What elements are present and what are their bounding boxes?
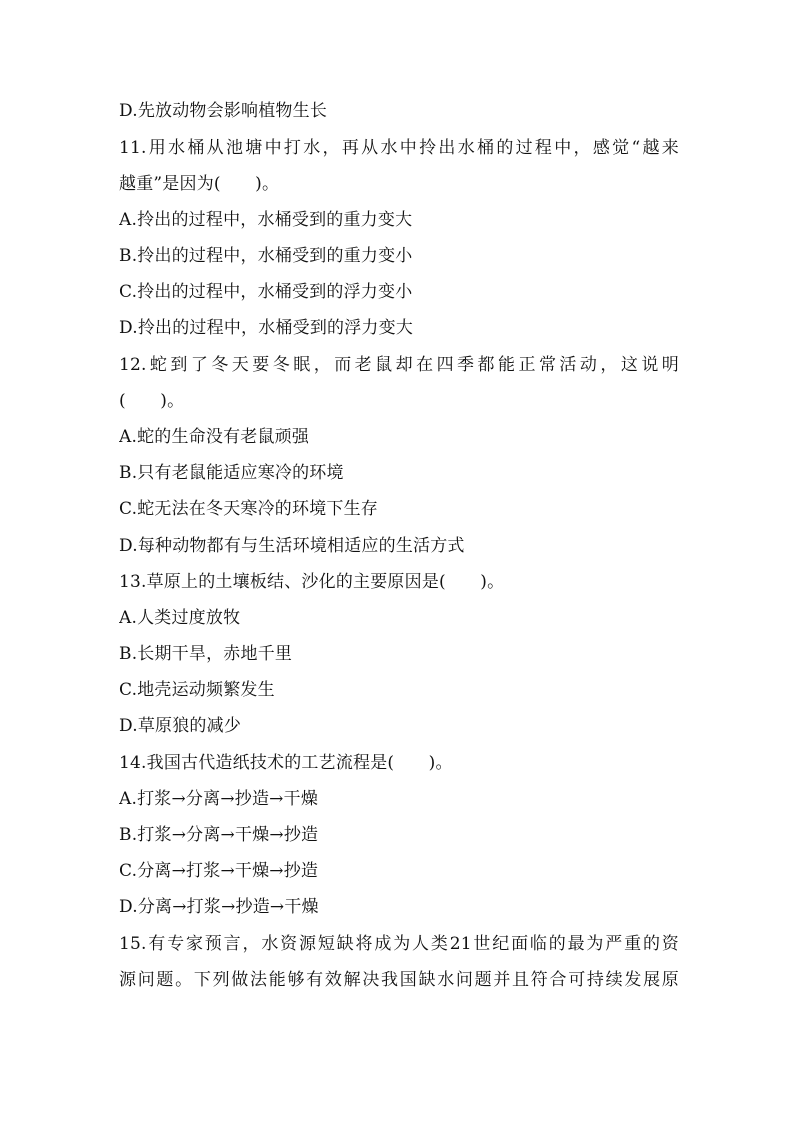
q13-stem: 13.草原上的土壤板结、沙化的主要原因是( )。 [119,572,505,592]
q12-stem-line-1: 12.蛇到了冬天要冬眠，而老鼠却在四季都能正常活动，这说明 [119,355,679,375]
q11-option-d: D.拎出的过程中，水桶受到的浮力变大 [119,318,414,338]
q14-option-a: A.打浆→分离→抄造→干燥 [119,789,319,809]
q12-stem-line-2: ( )。 [119,391,185,411]
q13-option-a: A.人类过度放牧 [119,608,241,628]
q12-option-a: A.蛇的生命没有老鼠顽强 [119,427,310,447]
q12-option-b: B.只有老鼠能适应寒冷的环境 [119,463,344,483]
q12-option-c: C.蛇无法在冬天寒冷的环境下生存 [119,499,379,519]
q14-option-c: C.分离→打浆→干燥→抄造 [119,861,319,881]
q13-option-d: D.草原狼的减少 [119,716,242,736]
q14-stem: 14.我国古代造纸技术的工艺流程是( )。 [119,753,453,773]
q14-option-b: B.打浆→分离→干燥→抄造 [119,825,319,845]
q13-option-b: B.长期干旱，赤地千里 [119,644,293,664]
q12-option-d: D.每种动物都有与生活环境相适应的生活方式 [119,536,465,556]
q10-option-d: D.先放动物会影响植物生长 [119,101,328,121]
q11-option-b: B.拎出的过程中，水桶受到的重力变小 [119,246,413,266]
q14-option-d: D.分离→打浆→抄造→干燥 [119,897,319,917]
q11-stem-line-1: 11.用水桶从池塘中打水，再从水中拎出水桶的过程中，感觉“越来 [119,138,679,158]
q11-option-c: C.拎出的过程中，水桶受到的浮力变小 [119,282,413,302]
q13-option-c: C.地壳运动频繁发生 [119,680,275,700]
q15-stem-line-1: 15.有专家预言，水资源短缺将成为人类21世纪面临的最为严重的资 [119,934,679,954]
q11-stem-line-2: 越重”是因为( )。 [119,174,280,194]
q11-option-a: A.拎出的过程中，水桶受到的重力变大 [119,210,413,230]
q15-stem-line-2: 源问题。下列做法能够有效解决我国缺水问题并且符合可持续发展原 [119,970,679,990]
